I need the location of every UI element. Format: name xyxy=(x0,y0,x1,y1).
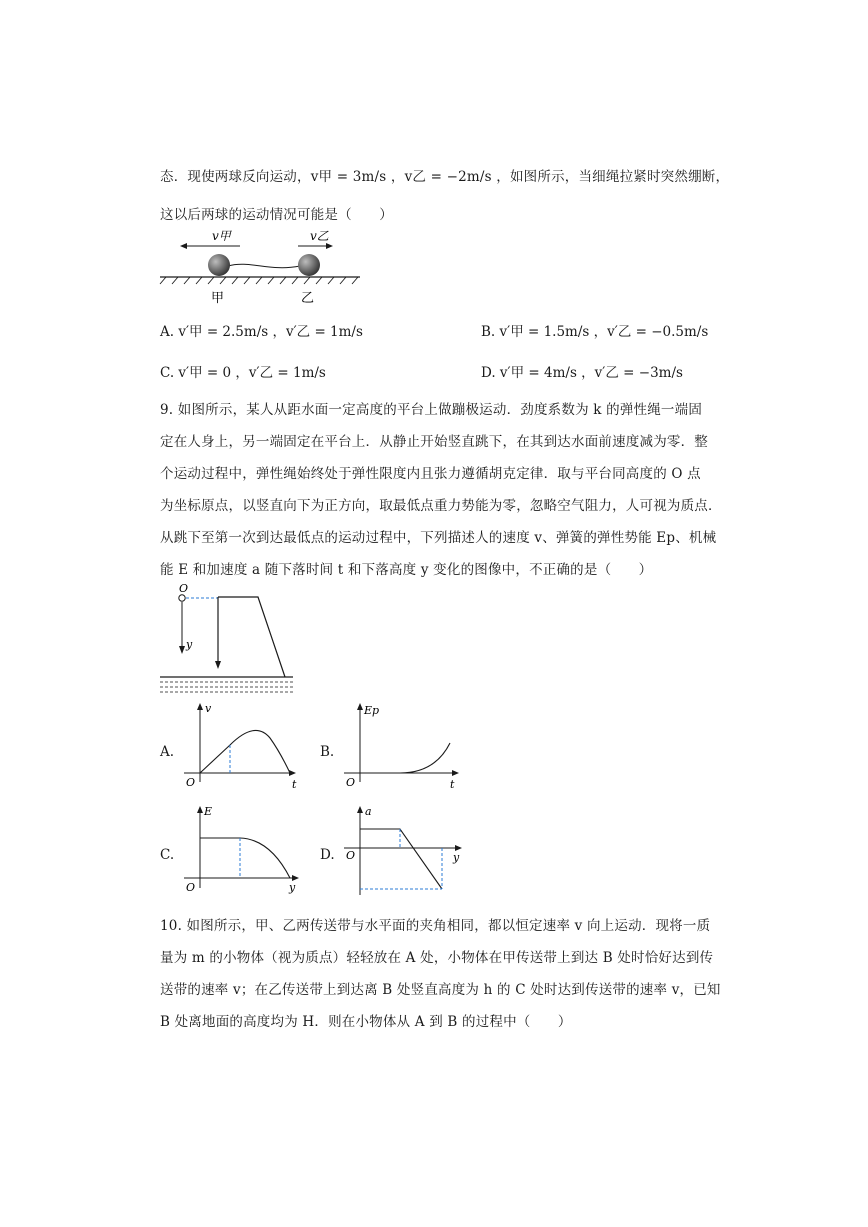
origin-label: O xyxy=(179,582,189,595)
water-hatch xyxy=(160,682,293,692)
graph-c-curve xyxy=(200,838,290,878)
graph-c-label[interactable]: C. xyxy=(160,847,175,863)
graph-c-ylabel: E xyxy=(204,805,213,818)
graph-c-origin: O xyxy=(186,881,196,894)
graph-c-y-arrowhead xyxy=(197,806,203,813)
q10-text-line3: 送带的速率 v；在乙传送带上到达离 B 处竖直高度为 h 的 C 处时达到传送带的速率 v，已知 xyxy=(160,982,721,998)
ball-left-label: 甲 xyxy=(211,291,225,306)
graph-b-origin: O xyxy=(346,776,356,789)
graph-b-label[interactable]: B. xyxy=(320,744,335,760)
graph-b-ylabel: Ep xyxy=(364,704,380,717)
graph-a-curve xyxy=(200,730,290,773)
q9-text-line3: 个运动过程中，弹性绳始终处于弹性限度内且张力遵循胡克定律．取与平台同高度的 O 点 xyxy=(160,466,701,482)
q8-balls-figure xyxy=(160,226,370,306)
v-left-label: v甲 xyxy=(212,229,231,243)
graph-d-label[interactable]: D. xyxy=(320,847,335,863)
q10-text-line4: B 处离地面的高度均为 H．则在小物体从 A 到 B 的过程中（ ） xyxy=(160,1014,572,1030)
graph-a-label[interactable]: A. xyxy=(160,744,175,760)
platform xyxy=(218,597,285,677)
graph-a-ylabel: v xyxy=(205,702,212,715)
graph-a-xlabel: t xyxy=(292,778,297,791)
graph-d[interactable] xyxy=(340,803,470,898)
y-axis-arrowhead xyxy=(179,646,185,654)
q8-option-d[interactable]: D. v′甲 = 4m/s ，v′乙 = −3m/s xyxy=(481,365,683,381)
graph-d-curve xyxy=(360,829,442,889)
v-right-arrowhead xyxy=(326,243,333,249)
ground-hatch xyxy=(160,277,358,284)
graph-a-x-arrowhead xyxy=(289,770,296,776)
drop-arrowhead xyxy=(215,661,221,669)
graph-c-xlabel: y xyxy=(289,881,296,894)
q8-option-c[interactable]: C. v′甲 = 0 ，v′乙 = 1m/s xyxy=(160,365,326,381)
graph-c[interactable] xyxy=(180,803,305,895)
q8-text-line2: 这以后两球的运动情况可能是（ ） xyxy=(160,207,393,223)
ball-right xyxy=(298,254,320,276)
graph-d-origin: O xyxy=(346,849,356,862)
graph-b[interactable] xyxy=(340,700,465,790)
q10-text-line1: 10. 如图所示，甲、乙两传送带与水平面的夹角相同，都以恒定速率 v 向上运动．现将一质 xyxy=(160,918,711,934)
v-right-label: v乙 xyxy=(310,229,329,243)
graph-d-ylabel: a xyxy=(365,805,372,818)
graph-a-origin: O xyxy=(186,776,196,789)
q9-text-line1: 9. 如图所示，某人从距水面一定高度的平台上做蹦极运动．劲度系数为 k 的弹性绳一端固 xyxy=(160,402,703,418)
graph-b-x-arrowhead xyxy=(452,770,459,776)
q8-option-b[interactable]: B. v′甲 = 1.5m/s ，v′乙 = −0.5m/s xyxy=(481,324,709,340)
q8-text-line1: 态．现使两球反向运动，v甲 = 3m/s ，v乙 = −2m/s ，如图所示，当细绳拉紧时突然绷断， xyxy=(160,169,730,185)
graph-b-xlabel: t xyxy=(450,778,455,791)
q9-text-line4: 为坐标原点，以竖直向下为正方向，取最低点重力势能为零，忽略空气阻力，人可视为质点． xyxy=(160,498,722,514)
graph-d-y-arrowhead xyxy=(357,806,363,813)
graph-b-curve xyxy=(360,743,450,773)
graph-d-xlabel: y xyxy=(453,851,460,864)
ball-left xyxy=(208,254,230,276)
string xyxy=(228,264,300,267)
graph-a-y-arrowhead xyxy=(197,703,203,710)
graph-a[interactable] xyxy=(180,700,300,790)
q9-bungee-figure xyxy=(160,580,300,698)
q8-option-a[interactable]: A. v′甲 = 2.5m/s ，v′乙 = 1m/s xyxy=(160,324,363,340)
q10-text-line2: 量为 m 的小物体（视为质点）轻轻放在 A 处，小物体在甲传送带上到达 B 处时恰好达到传 xyxy=(160,950,714,966)
person-point xyxy=(179,595,185,601)
q9-text-line2: 定在人身上，另一端固定在平台上．从静止开始竖直跳下，在其到达水面前速度减为零．整 xyxy=(160,434,708,450)
ball-right-label: 乙 xyxy=(301,291,315,306)
y-axis-label: y xyxy=(186,638,193,651)
q9-text-line6: 能 E 和加速度 a 随下落时间 t 和下落高度 y 变化的图像中，不正确的是（ ） xyxy=(160,562,653,578)
v-left-arrowhead xyxy=(180,243,187,249)
graph-b-y-arrowhead xyxy=(357,703,363,710)
q9-text-line5: 从跳下至第一次到达最低点的运动过程中，下列描述人的速度 v、弹簧的弹性势能 Ep、机械 xyxy=(160,530,717,546)
